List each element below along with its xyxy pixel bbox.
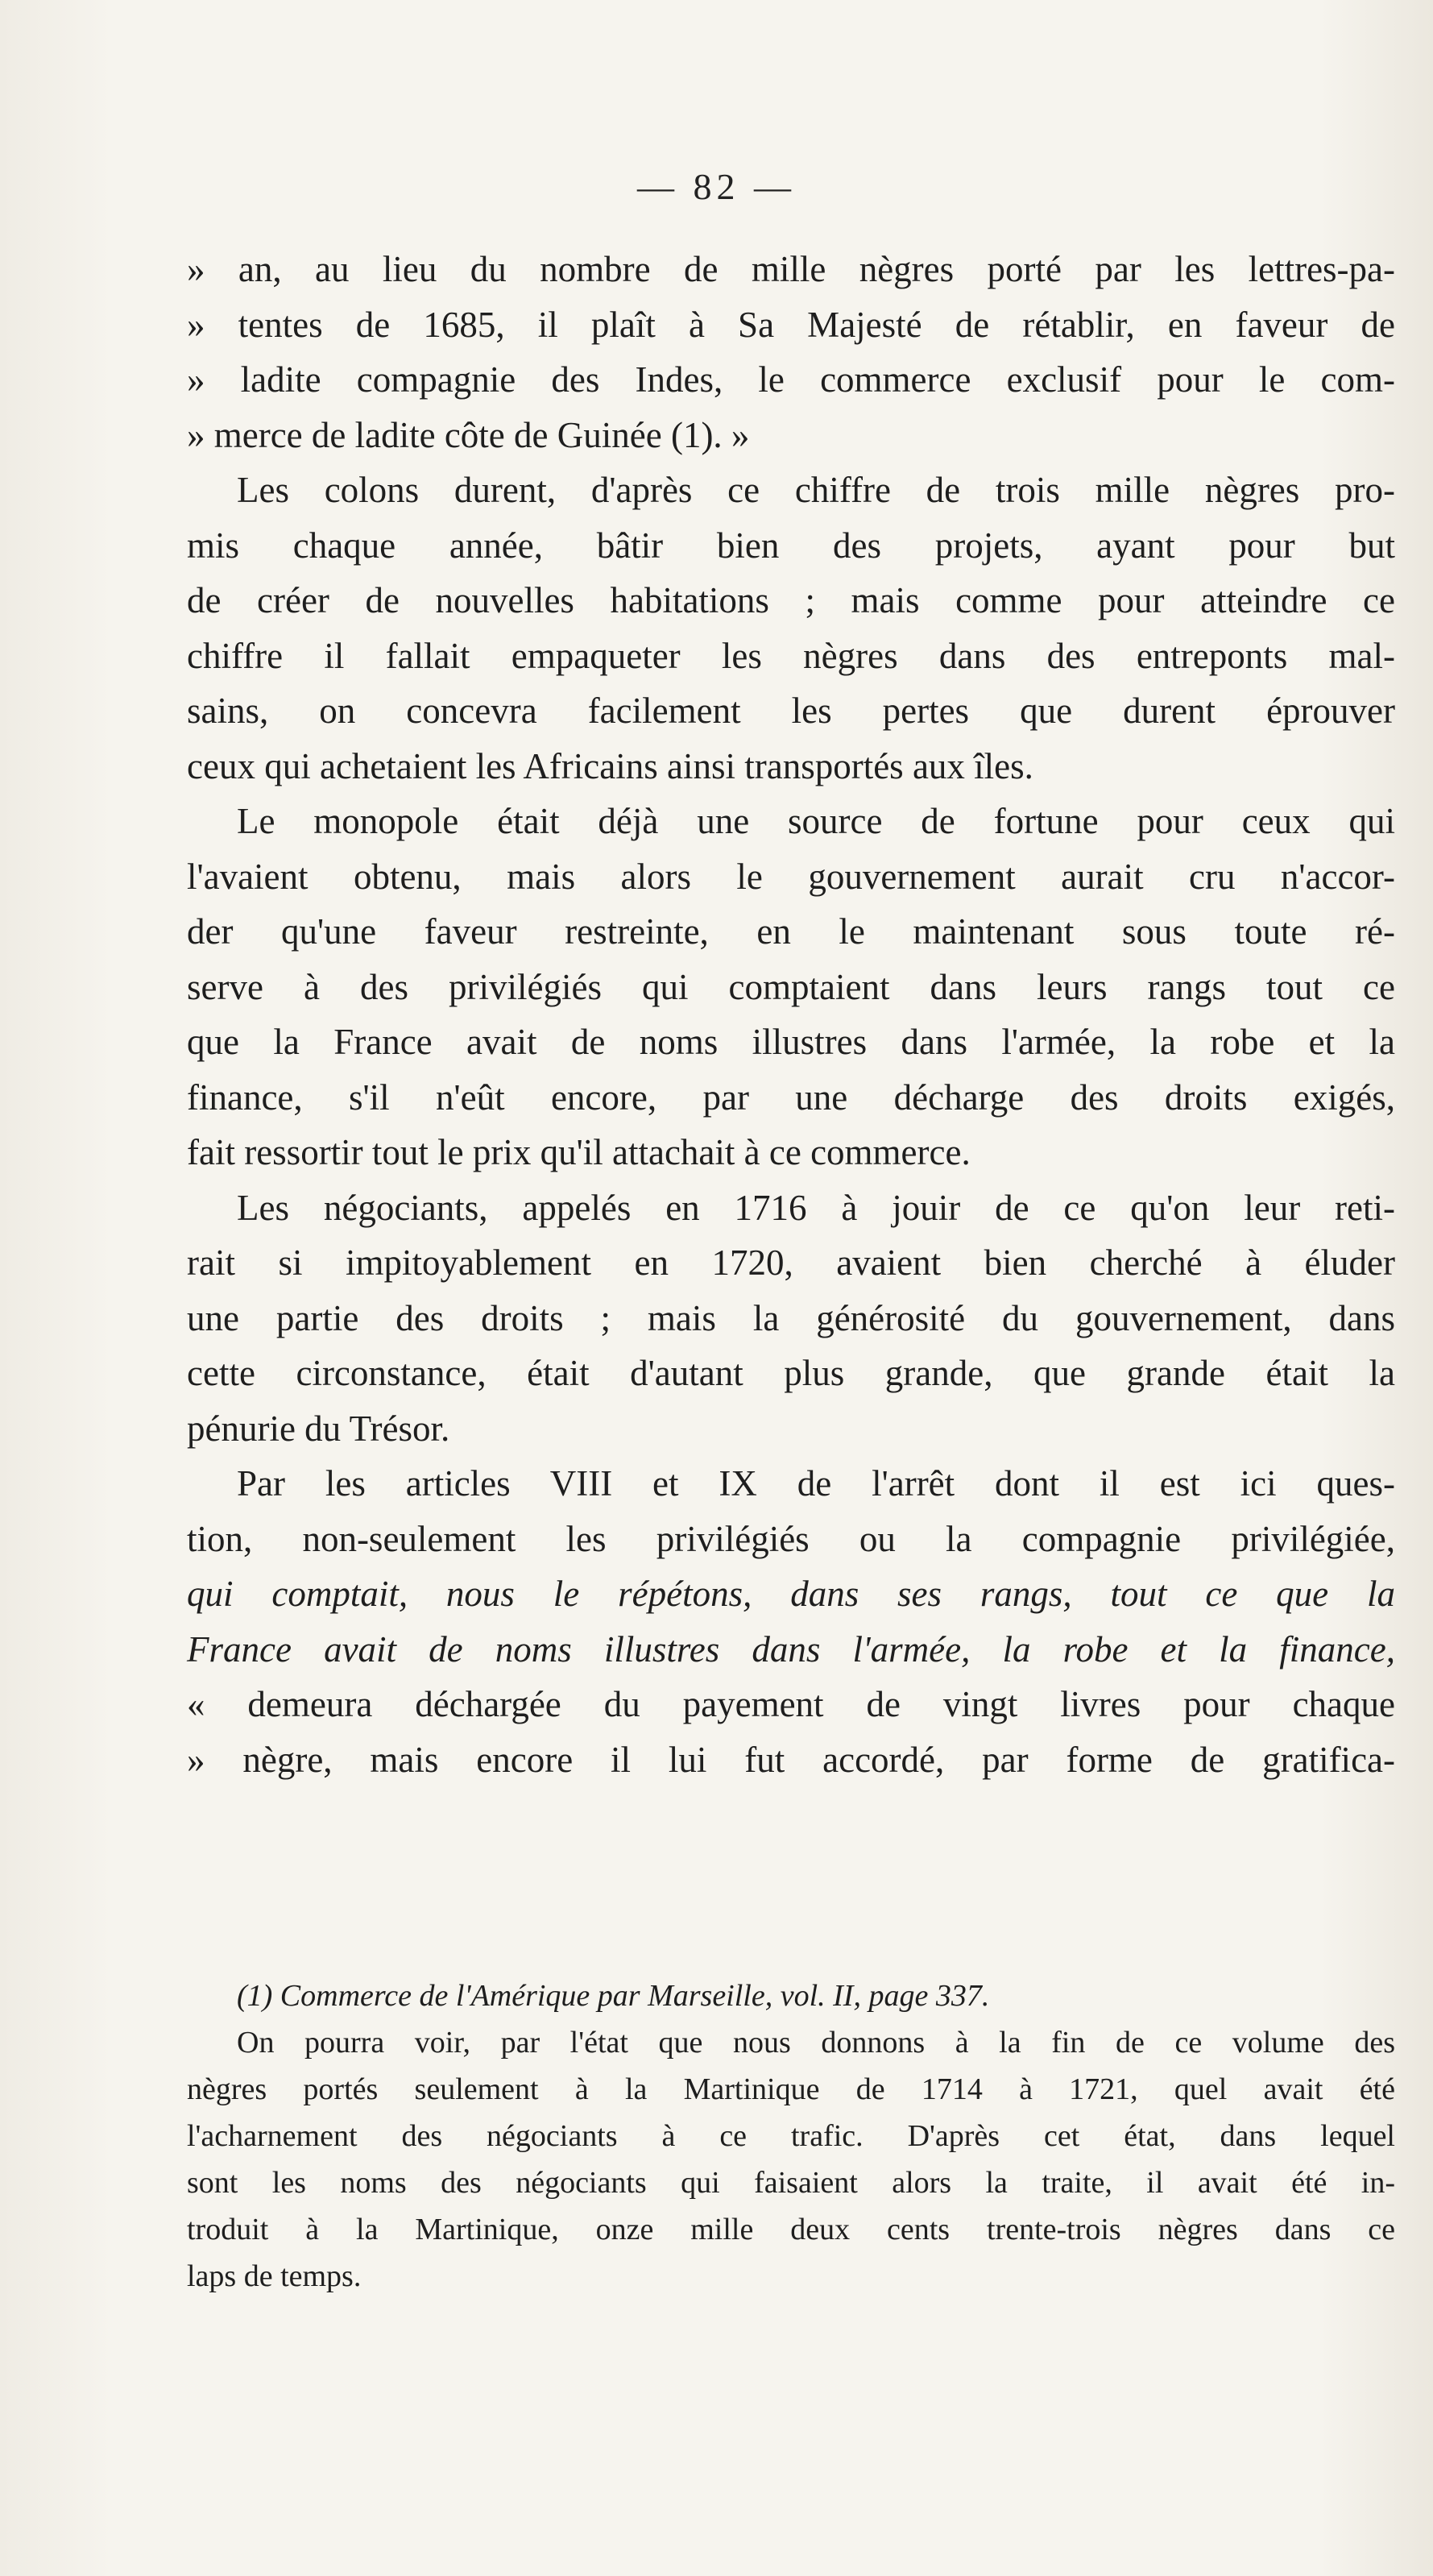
paragraph-start-line: Les colons durent, d'après ce chiffre de trois mille nègres pro- — [237, 470, 1395, 510]
text-line: une partie des droits ; mais la générosité du gouvernement, dans — [187, 1297, 1395, 1338]
footnotes — [187, 1972, 1395, 2300]
text-line: der qu'une faveur restreinte, en le maintenant sous toute ré- — [187, 911, 1395, 952]
text-line: » merce de ladite côte de Guinée (1). » — [187, 414, 750, 455]
italic-text-line: France avait de noms illustres dans l'armée, la robe et la finance, — [187, 1628, 1395, 1670]
footnote-line: nègres portés seulement à la Martinique de 1714 à 1721, quel avait été — [187, 2072, 1395, 2106]
text-line: pénurie du Trésor. — [187, 1408, 450, 1449]
text-line: chiffre il fallait empaqueter les nègres dans des entreponts mal- — [187, 635, 1395, 676]
text-line: finance, s'il n'eût encore, par une décharge des droits exigés, — [187, 1076, 1395, 1118]
text-line: tion, non-seulement les privilégiés ou la compagnie privilégiée, — [187, 1518, 1395, 1559]
text-line: cette circonstance, était d'autant plus grande, que grande était la — [187, 1353, 1395, 1393]
text-line: » tentes de 1685, il plaît à Sa Majesté de rétablir, en faveur de — [187, 304, 1395, 345]
footnote-line: laps de temps. — [187, 2259, 362, 2293]
text-line: » an, au lieu du nombre de mille nègres porté par les lettres-pa- — [187, 249, 1395, 289]
body-text — [187, 242, 1395, 1787]
footnote-reference: (1) Commerce de l'Amérique par Marseille, vol. II, page 337. — [237, 1979, 990, 2013]
paragraph-start-line: Par les articles VIII et IX de l'arrêt dont il est ici ques- — [237, 1463, 1395, 1504]
text-line: que la France avait de noms illustres dans l'armée, la robe et la — [187, 1022, 1395, 1062]
text-line: serve à des privilégiés qui comptaient dans leurs rangs tout ce — [187, 966, 1395, 1007]
paragraph-start-line: Le monopole était déjà une source de fortune pour ceux qui — [237, 801, 1395, 841]
text-line: de créer de nouvelles habitations ; mais comme pour atteindre ce — [187, 580, 1395, 620]
text-line: fait ressortir tout le prix qu'il attachait à ce commerce. — [187, 1132, 971, 1172]
footnote-line: troduit à la Martinique, onze mille deux cents trente-trois nègres dans ce — [187, 2213, 1395, 2246]
text-line: » nègre, mais encore il lui fut accordé, par forme de gratifica- — [187, 1739, 1395, 1780]
paragraph-start-line: Les négociants, appelés en 1716 à jouir de ce qu'on leur reti- — [237, 1187, 1395, 1228]
footnote-line: l'acharnement des négociants à ce trafic. D'après cet état, dans lequel — [187, 2119, 1395, 2153]
text-line: mis chaque année, bâtir bien des projets, ayant pour but — [187, 525, 1395, 566]
text-line: sains, on concevra facilement les pertes que durent éprouver — [187, 691, 1395, 731]
text-line: ceux qui achetaient les Africains ainsi transportés aux îles. — [187, 745, 1033, 786]
text-line: rait si impitoyablement en 1720, avaient bien cherché à éluder — [187, 1242, 1395, 1283]
text-line: l'avaient obtenu, mais alors le gouvernement aurait cru n'accor- — [187, 856, 1395, 897]
italic-text-line: qui comptait, nous le répétons, dans ses rangs, tout ce que la — [187, 1574, 1395, 1614]
page-number: — 82 — — [637, 166, 796, 207]
footnote-line: sont les noms des négociants qui faisaient alors la traite, il avait été in- — [187, 2166, 1395, 2200]
text-line: » ladite compagnie des Indes, le commerce exclusif pour le com- — [187, 359, 1395, 400]
text-line: « demeura déchargée du payement de vingt livres pour chaque — [187, 1684, 1395, 1724]
footnote-line: On pourra voir, par l'état que nous donnons à la fin de ce volume des — [237, 2026, 1395, 2060]
